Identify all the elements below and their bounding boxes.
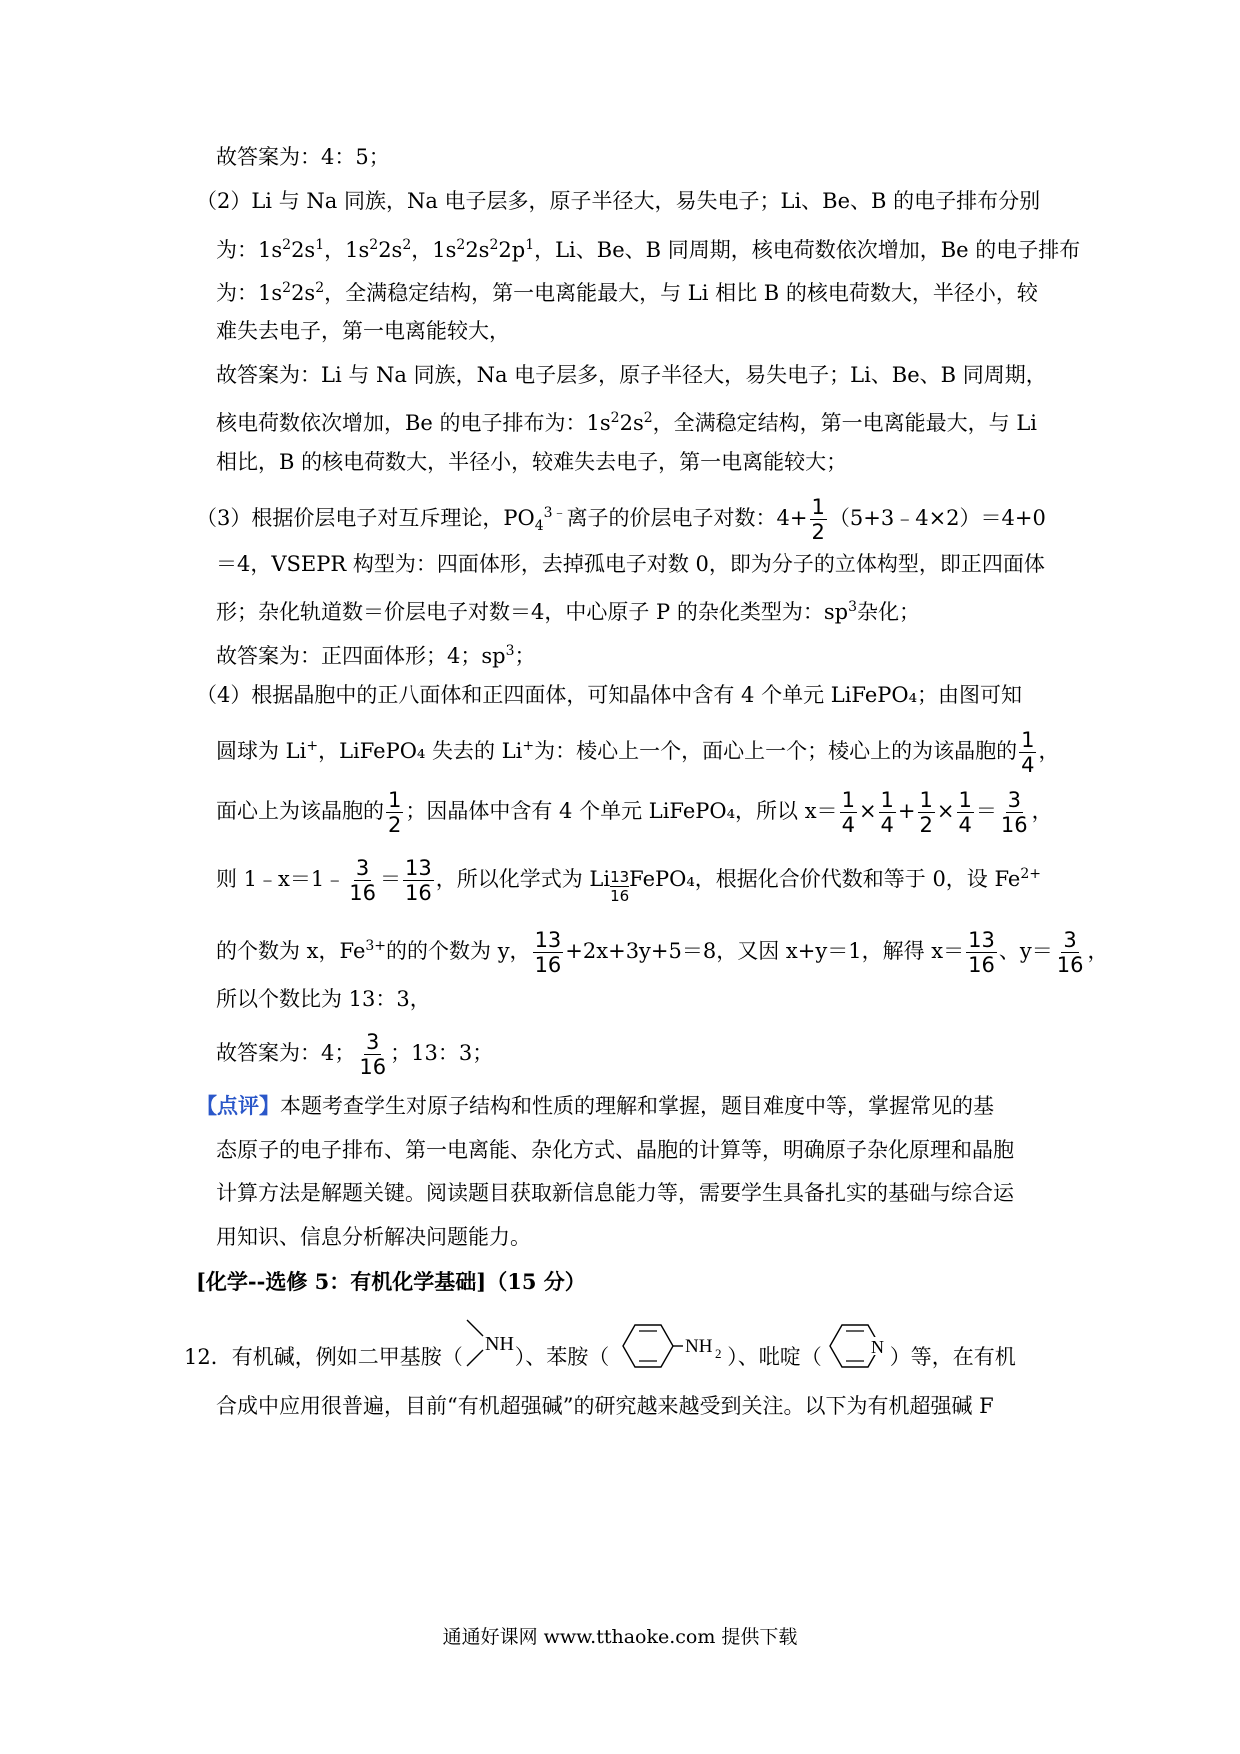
nh2-subscript: 2	[715, 1345, 722, 1361]
part-3-line-3: 形；杂化轨道数＝价层电子对数＝4，中心原子 P 的杂化类型为：$sp^3$杂化；	[216, 599, 920, 624]
fraction-three-sixteenths: $\frac{3}{16}$	[349, 856, 376, 905]
comment-line-2: 态原子的电子排布、第一电离能、杂化方式、晶胞的计算等，明确原子杂化原理和晶胞	[216, 1138, 1014, 1162]
part-3-line-2: ＝4，VSEPR 构型为：四面体形，去掉孤电子对数 0，即为分子的立体构型，即正四面体	[216, 552, 1045, 576]
question-12-line-2: 合成中应用很普遍，目前“有机超强碱”的研究越来越受到关注。以下为有机超强碱 F	[216, 1394, 994, 1418]
part-4-line-5: 的个数为 x，$Fe^{3+}$的的个数为 y， $\frac{13}{16}$ +2x+3y+5＝8，又因 x+y＝1，解得 x＝ $\frac{13}{16}$ 、y＝ $\frac{3}{16}$ ，	[216, 928, 1109, 977]
part-4-line-6: 所以个数比为 13：3，	[216, 987, 431, 1011]
comment-line-1: 【点评】本题考查学生对原子结构和性质的理解和掌握，题目难度中等，掌握常见的基	[196, 1093, 994, 1118]
part-2-line-3: 为：$1s^22s^2$，全满稳定结构，第一电离能最大，与 Li 相比 B 的核电荷数大，半径小，较	[216, 280, 1038, 305]
answer-2-line-2: 核电荷数依次增加，Be 的电子排布为：$1s^22s^2$，全满稳定结构，第一电离能最大，与 Li	[216, 410, 1037, 435]
part-4-line-1: （4）根据晶胞中的正八面体和正四面体，可知晶体中含有 4 个单元 LiFePO₄；由图可知	[196, 683, 1023, 707]
fraction-one-quarter: $\frac{1}{4}$	[1021, 728, 1035, 777]
answer-4: 故答案为：4； $\frac{3}{16}$ ；13：3；	[216, 1030, 494, 1079]
fraction-one-quarter: $\frac{1}{4}$	[958, 788, 972, 837]
answer-line-1: 故答案为：4：5；	[216, 145, 390, 169]
footer-source: 通通好课网 www.tthaoke.com 提供下载	[442, 1626, 798, 1648]
section-title: [化学--选修 5：有机化学基础]（15 分）	[196, 1269, 586, 1294]
comment-line-4: 用知识、信息分析解决问题能力。	[216, 1225, 531, 1249]
part-4-line-2: 圆球为 Li+，LiFePO₄ 失去的 Li+为：棱心上一个，面心上一个；棱心上的为该晶胞的 $\frac{1}{4}$ ，	[216, 728, 1060, 777]
fraction-one-half: $\frac{1}{2}$	[811, 495, 825, 544]
part-4-line-3: 面心上为该晶胞的 $\frac{1}{2}$ ；因晶体中含有 4 个单元 LiFePO₄，所以 x＝ $\frac{1}{4}$ × $\frac{1}{4}$ + $\frac{1}{2}$ × $\frac{1}{4}$ ＝ $\frac{3}{16}$ ，	[216, 788, 1053, 837]
part-2-line-1: （2）Li 与 Na 同族，Na 电子层多，原子半径大，易失电子；Li、Be、B 的电子排布分别	[196, 189, 1041, 213]
fraction-one-half: $\frac{1}{2}$	[919, 788, 933, 837]
fraction-three-sixteenths: $\frac{3}{16}$	[1056, 928, 1084, 977]
part-3-line-1: （3）根据价层电子对互斥理论，$PO_4^{3﹣}$离子的价层电子对数：4+ $\frac{1}{2}$ （5+3﹣4×2）＝4+0	[196, 495, 1046, 544]
fraction-three-sixteenths: $\frac{3}{16}$	[1000, 788, 1028, 837]
subscript-fraction: $\frac{13}{16}$	[610, 868, 630, 905]
n-label: N	[870, 1336, 884, 1357]
question-12-line-1: 12．有机碱，例如二甲基胺（ NH ）、苯胺（ NH 2 ）、吡啶（ N ）等，在有机	[184, 1342, 1016, 1375]
answer-2-line-1: 故答案为：Li 与 Na 同族，Na 电子层多，原子半径大，易失电子；Li、Be、B 同周期，	[216, 363, 1047, 387]
part-2-line-4: 难失去电子，第一电离能较大，	[216, 319, 510, 343]
fraction-one-half: $\frac{1}{2}$	[388, 788, 402, 837]
fraction-thirteen-sixteenths: $\frac{13}{16}$	[404, 856, 432, 905]
nh2-label: NH	[685, 1335, 713, 1357]
fraction-one-quarter: $\frac{1}{4}$	[841, 788, 855, 837]
comment-line-3: 计算方法是解题关键。阅读题目获取新信息能力等，需要学生具备扎实的基础与综合运	[216, 1181, 1014, 1205]
answer-3: 故答案为：正四面体形；4；$sp^3$；	[216, 643, 536, 668]
part-2-line-2: 为：$1s^22s^1$，$1s^22s^2$，$1s^22s^22p^1$，Li、Be、B 同周期，核电荷数依次增加，Be 的电子排布	[216, 237, 1081, 262]
fraction-one-quarter: $\frac{1}{4}$	[880, 788, 894, 837]
fraction-thirteen-sixteenths: $\frac{13}{16}$	[968, 928, 995, 977]
fraction-three-sixteenths: $\frac{3}{16}$	[359, 1030, 387, 1079]
aniline-structure	[609, 1317, 727, 1375]
dimethylamine-structure	[463, 1314, 515, 1370]
fraction-thirteen-sixteenths: $\frac{13}{16}$	[534, 928, 562, 977]
answer-2-line-3: 相比，B 的核电荷数大，半径小，较难失去电子，第一电离能较大；	[216, 450, 848, 474]
part-4-line-4: 则 1﹣x＝1﹣ $\frac{3}{16}$ ＝ $\frac{13}{16}$ ，所以化学式为 Li $\frac{13}{16}$ FePO₄，根据化合价代数和等于 0，设 $Fe^{2+}$	[216, 856, 1041, 905]
nh-label: NH	[484, 1332, 514, 1355]
pyridine-structure	[822, 1317, 890, 1375]
comment-label: 【点评】	[196, 1093, 280, 1118]
